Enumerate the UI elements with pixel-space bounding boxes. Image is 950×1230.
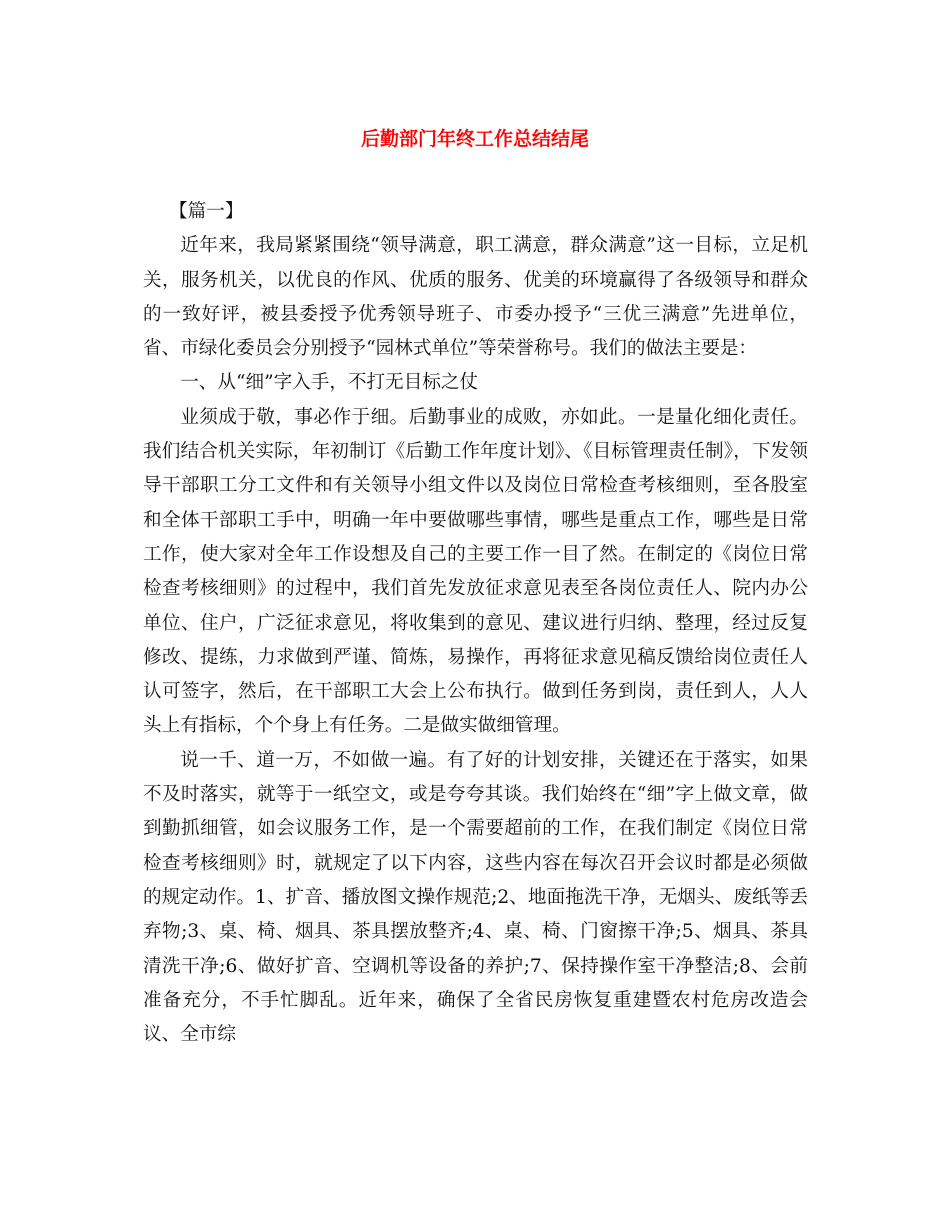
- document-body: [143, 195, 808, 1052]
- document-title: 后勤部门年终工作总结结尾: [360, 128, 589, 150]
- paragraph: 业须成于敬，事必作于细。后勤事业的成败，亦如此。一是量化细化责任。我们结合机关实际，年初制订《后勤工作年度计划》、《目标管理责任制》，下发领导干部职工分工文件和有关领导小组文件以及岗位日常检查考核细则，至各股室和全体干部职工手中，明确一年中要做哪些事情，哪些是重点工作，哪些是日常工作，使大家对全年工作设想及自己的主要工作一目了然。在制定的《岗位日常检查考核细则》的过程中，我们首先发放征求意见表至各岗位责任人、院内办公单位、住户，广泛征求意见，将收集到的意见、建议进行归纳、整理，经过反复修改、提练，力求做到严谨、简炼，易操作，再将征求意见稿反馈给岗位责任人认可签字，然后，在干部职工大会上公布执行。做到任务到岗，责任到人，人人头上有指标，个个身上有任务。二是做实做细管理。: [143, 406, 808, 737]
- paragraph: 近年来，我局紧紧围绕“领导满意，职工满意，群众满意”这一目标，立足机关，服务机关，以优良的作风、优质的服务、优美的环境赢得了各级领导和群众的一致好评，被县委授予优秀领导班子、市委办授予“三优三满意”先进单位，省、市绿化委员会分别授予“园林式单位”等荣誉称号。我们的做法主要是：: [143, 235, 808, 360]
- paragraph: 说一千、道一万，不如做一遍。有了好的计划安排，关键还在于落实，如果不及时落实，就等于一纸空文，或是夸夸其谈。我们始终在“细”字上做文章，做到勤抓细管，如会议服务工作，是一个需要超前的工作，在我们制定《岗位日常检查考核细则》时，就规定了以下内容，这些内容在每次召开会议时都是必须做的规定动作。1、扩音、播放图文操作规范;2、地面拖洗干净，无烟头、废纸等丢弃物;3、桌、椅、烟具、茶具摆放整齐;4、桌、椅、门窗擦干净;5、烟具、茶具清洗干净;6、做好扩音、空调机等设备的养护;7、保持操作室干净整洁;8、会前准备充分，不手忙脚乱。近年来，确保了全省民房恢复重建暨农村危房改造会议、全市综: [143, 749, 808, 1046]
- section-heading: 一、从“细”字入手，不打无目标之仗: [180, 372, 479, 394]
- section-label: 【篇一】: [169, 201, 244, 222]
